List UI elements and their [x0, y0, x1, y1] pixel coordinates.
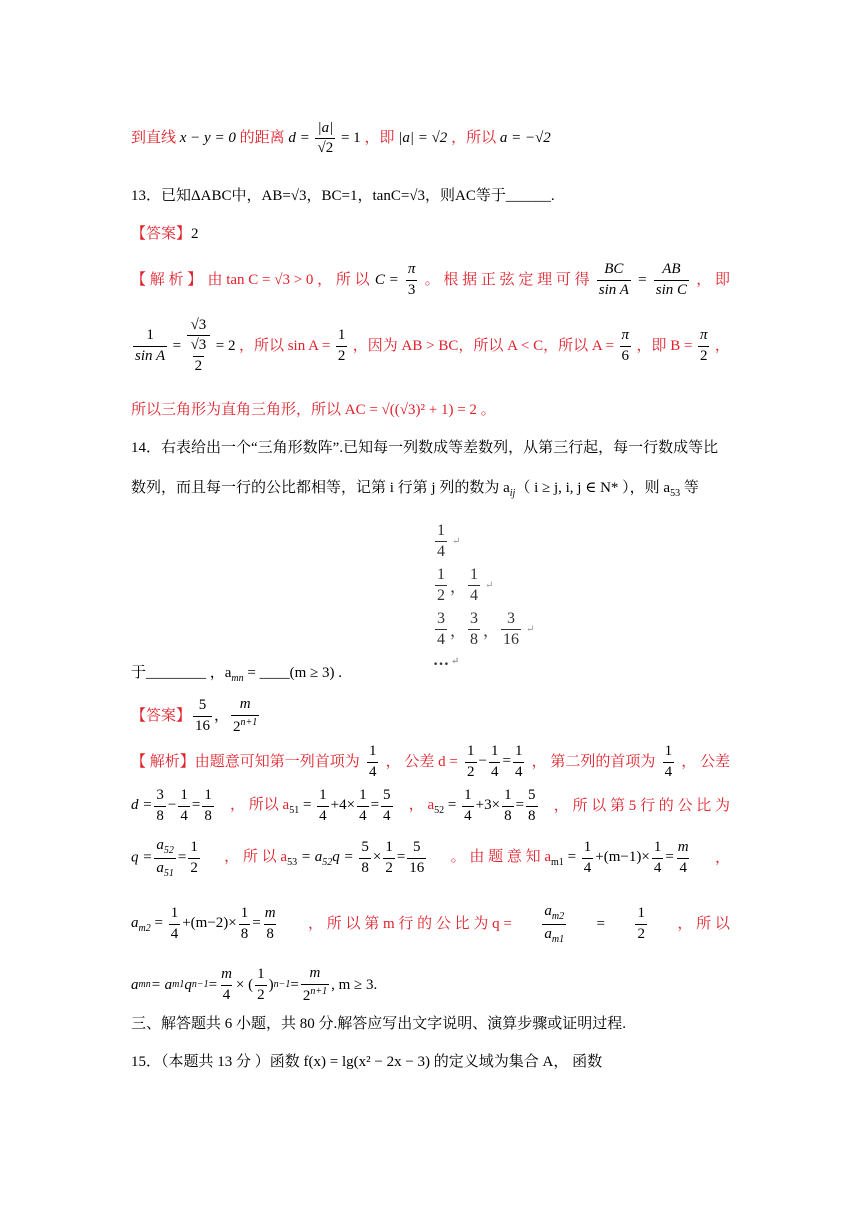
ans-sup: n+1	[240, 716, 258, 728]
l1d: ， 公差	[681, 754, 730, 770]
ans-m-over-2n1	[231, 696, 259, 736]
l1b: ， 公差 d =	[385, 754, 458, 770]
tri-r2-c2	[468, 566, 480, 606]
d-expr: d =	[288, 130, 310, 147]
l5g: =	[290, 977, 299, 993]
tri-den: 8	[470, 631, 479, 649]
one-num: 1	[146, 327, 154, 344]
eq2: = 2	[215, 338, 236, 354]
section-3-heading: 三、解答题共 6 小题，共 80 分.解答应写出文字说明、演算步骤或证明过程.	[131, 1016, 627, 1032]
two2-den: 2	[699, 347, 708, 364]
q14-analysis-line5: a mn = a m1 q n−1 = $\frac{m}{4}$ × ( $\frac{1}{2}$ ) n−1 = $\frac{m}{2^{n+1}}$ , m ≥ 3.	[131, 965, 378, 1004]
l5c: q	[184, 977, 192, 993]
l2a: d =	[131, 797, 153, 814]
ans-comma: ，	[214, 708, 230, 724]
l3c: 。 由 题 意 知 a	[450, 849, 552, 866]
tri-row-3	[433, 610, 534, 650]
q14-sub-ij: ij	[509, 488, 516, 499]
l5: a	[131, 977, 139, 993]
l2d: ， 所 以 第 5 行 的 公 比 为	[553, 798, 730, 814]
line-equation: x − y = 0	[179, 130, 236, 147]
ab-over-sinc	[654, 261, 689, 299]
l4a: a	[131, 915, 139, 932]
tri-den: 2	[437, 587, 445, 605]
q14-analysis-line2: d = $\frac{3}{8}$ − $\frac{1}{4}$ = $\frac{1}{8}$ ， 所以 $a_{51}$ = $\frac{1}{4}$ +4× $\frac{1}{4}$ = $\frac{5}{4}$ ， $a_{52}$ = $\frac{1}{4}$ +3× $\frac{1}{8}$ = $\frac{5}{8}$ ， 所 以 第 5 行 的 公 比 为	[131, 787, 730, 824]
tri-sep: ，	[450, 579, 467, 597]
q13-analysis-line1: 【 解 析 】 由 tan C = √3 > 0 ， 所 以 C = $\frac{\pi}{3}$ 。 根 据 正 弦 定 理 可 得 $\frac{BC}{\text{sin A}}$ = $\frac{AB}{\text{sin C}}$ ， 即	[131, 261, 730, 298]
l5h: , m ≥ 3.	[331, 977, 378, 993]
sinc-den: sin C	[655, 281, 688, 298]
line2-end: ，	[714, 338, 730, 354]
distance-result: a = −√2	[499, 130, 551, 147]
sqrt3b: √3	[190, 337, 207, 354]
tri-sep: ，	[450, 623, 467, 641]
q14-analysis-line4: $a_{m2}$ = $\frac{1}{4}$ +(m−2)× $\frac{1}{8}$ = $\frac{m}{8}$ ， 所 以 第 m 行 的 公 比 为 q = $\frac{a_{m2}}{a_{m1}}$ = $\frac{1}{2}$ ， 所 以	[131, 903, 730, 945]
l3b: ， 所 以 a	[224, 849, 288, 866]
pi-num: π	[407, 261, 416, 278]
ans-den: 16	[195, 717, 211, 734]
tri-num: 1	[437, 566, 445, 583]
ans-num: 5	[198, 697, 207, 714]
tri-num: 1	[437, 522, 445, 539]
ab-num: AB	[662, 261, 681, 278]
q14-line2-a: 数列，而且每一行的公比都相等，记第 i 行第 j 列的数为 a	[131, 480, 510, 496]
distance-lead: 到直线	[131, 130, 177, 147]
l2c: ， a	[408, 797, 435, 814]
fraction-numerator: |a|	[317, 120, 334, 136]
tri-row-1	[433, 522, 460, 562]
l5d: =	[208, 977, 218, 993]
q14-analysis-line1: 【 解析】由题意可知第一列首项为 $\frac{1}{4}$ ， 公差 d = $\frac{1}{2}$ − $\frac{1}{4}$ = $\frac{1}{4}$ ， 第二列的首项为 $\frac{1}{4}$ ， 公差	[131, 743, 730, 780]
l3d: ，	[714, 850, 730, 866]
three-den: 3	[407, 281, 416, 298]
tri-r1-c1	[435, 522, 447, 562]
tri-num: 3	[507, 610, 516, 627]
tri-den: 4	[470, 587, 479, 605]
tri-num: 3	[437, 610, 445, 627]
l2b: ， 所以 a	[230, 797, 290, 814]
q14-answer	[131, 692, 730, 740]
tri-row-2	[433, 566, 493, 606]
ans-num2: m	[239, 696, 251, 713]
q14-line3-b: = ____(m ≥ 3) .	[243, 665, 343, 681]
sqrt3-num: √3	[190, 317, 207, 334]
q14-line1: 14．右表给出一个“三角形数阵”.已知每一列数成等差数列，从第三行起，每一行数成等比	[131, 440, 719, 456]
triangle-array	[433, 522, 543, 672]
q14-line2-c: 等	[680, 480, 699, 496]
q14-line3-a: 于________ ，a	[131, 665, 232, 681]
sqrt3-over-2	[187, 335, 211, 375]
tri-r3-c1	[435, 610, 447, 650]
analysis-p3: ， 即	[696, 272, 730, 288]
c-eq: C =	[374, 272, 399, 288]
l4c: ， 所 以	[677, 916, 730, 932]
one-over-sina	[133, 327, 167, 365]
l1a: 由题意可知第一列首项为	[194, 754, 360, 770]
half-den: 2	[337, 347, 346, 364]
so-text-1: ，即	[364, 130, 395, 147]
l3a: q =	[131, 849, 153, 866]
l4b: ， 所 以 第 m 行 的 公 比 为 q =	[308, 916, 512, 932]
sina-den: sin A	[598, 281, 629, 298]
l5f: )	[268, 977, 274, 993]
q14-line3	[131, 663, 730, 689]
two-den: 2	[194, 357, 203, 374]
sina-den2: sin A	[135, 347, 166, 364]
abs-eq: |a| = √2	[398, 130, 448, 147]
equals-one: = 1	[340, 130, 361, 147]
bc-num: BC	[604, 261, 624, 278]
return-mark-icon: ↵	[485, 580, 494, 592]
return-mark-icon: ↵	[452, 536, 461, 548]
tri-r3-c2	[468, 610, 480, 650]
nested-fraction	[187, 317, 211, 375]
pi-over-2	[698, 327, 710, 365]
line2-s2: ，因为 AB > BC，所以 A < C，所以 A =	[352, 338, 615, 354]
tri-r2-c1	[435, 566, 447, 606]
pi2-num: π	[699, 327, 708, 344]
tri-num: 1	[470, 566, 479, 583]
tri-num: 3	[470, 610, 479, 627]
analysis-label: 【 解析】	[131, 754, 195, 770]
fraction-denominator: √2	[317, 140, 334, 157]
tri-sep: ，	[483, 623, 500, 641]
tri-dots: …	[433, 652, 449, 669]
distance-mid: 的距离	[239, 130, 285, 147]
q14-line2	[131, 478, 730, 504]
l5b: = a	[150, 977, 173, 993]
ans-5-16	[193, 697, 212, 735]
half-num: 1	[337, 327, 346, 344]
pi-over-3	[406, 261, 418, 299]
pi-over-6	[620, 327, 632, 365]
return-mark-icon: ↵	[451, 655, 460, 667]
tri-r3-c3	[501, 610, 521, 650]
six-den: 6	[621, 347, 630, 364]
analysis-p2: 。 根 据 正 弦 定 理 可 得	[424, 272, 590, 288]
pi6-num: π	[621, 327, 630, 344]
ans-den2: 2	[233, 718, 241, 735]
q14-sub-mn: mn	[231, 673, 244, 684]
bc-over-sina	[597, 261, 631, 299]
q14-line2-b: （ i ≥ j, i, j ∈ N* ），则 a	[515, 480, 671, 496]
eq-sign: =	[172, 338, 182, 354]
line2-s3: ，即 B =	[636, 338, 693, 354]
line2-s1: ，所以 sin A =	[238, 338, 331, 354]
analysis-label: 【 解 析 】	[131, 272, 203, 288]
q13-analysis-line2	[131, 314, 730, 378]
return-mark-icon: ↵	[526, 624, 535, 636]
distance-fraction	[315, 120, 335, 158]
distance-line	[131, 120, 730, 158]
so-text-2: ，所以	[451, 130, 497, 147]
answer-label: 【答案】	[131, 226, 192, 242]
tri-den: 4	[437, 543, 445, 561]
q13-analysis-line3: 所以三角形为直角三角形，所以 AC = √((√3)² + 1) = 2 。	[131, 402, 496, 418]
q15-text: 15．（本题共 13 分 ）函数 f(x) = lg(x² − 2x − 3) 的定义域为集合 A， 函数	[131, 1054, 603, 1070]
l1c: ， 第二列的首项为	[531, 754, 656, 770]
q14-sub-53: 53	[670, 488, 681, 499]
answer-label: 【答案】	[131, 708, 192, 724]
q13-answer	[131, 224, 730, 244]
l5e: × (	[235, 977, 254, 993]
tri-den: 4	[437, 631, 445, 649]
analysis-p1: 由 tan C = √3 > 0 ， 所 以	[207, 272, 370, 288]
answer-value: 2	[191, 226, 199, 242]
half	[336, 327, 348, 365]
q14-analysis-line3: q = $\frac{a_{52}}{a_{51}}$ = $\frac{1}{2}$ ， 所 以 $a_{53} = a_{52}q$ = $\frac{5}{8}$ × $\frac{1}{2}$ = $\frac{5}{16}$ 。 由 题 意 知 $a_{m1}$ = $\frac{1}{4}$ +(m−1)× $\frac{1}{4}$ = $\frac{m}{4}$ ，	[131, 837, 730, 879]
tri-den: 16	[503, 631, 520, 649]
q13-question: 13．已知ΔABC中，AB=√3，BC=1，tanC=√3，则AC等于______.	[131, 188, 555, 204]
